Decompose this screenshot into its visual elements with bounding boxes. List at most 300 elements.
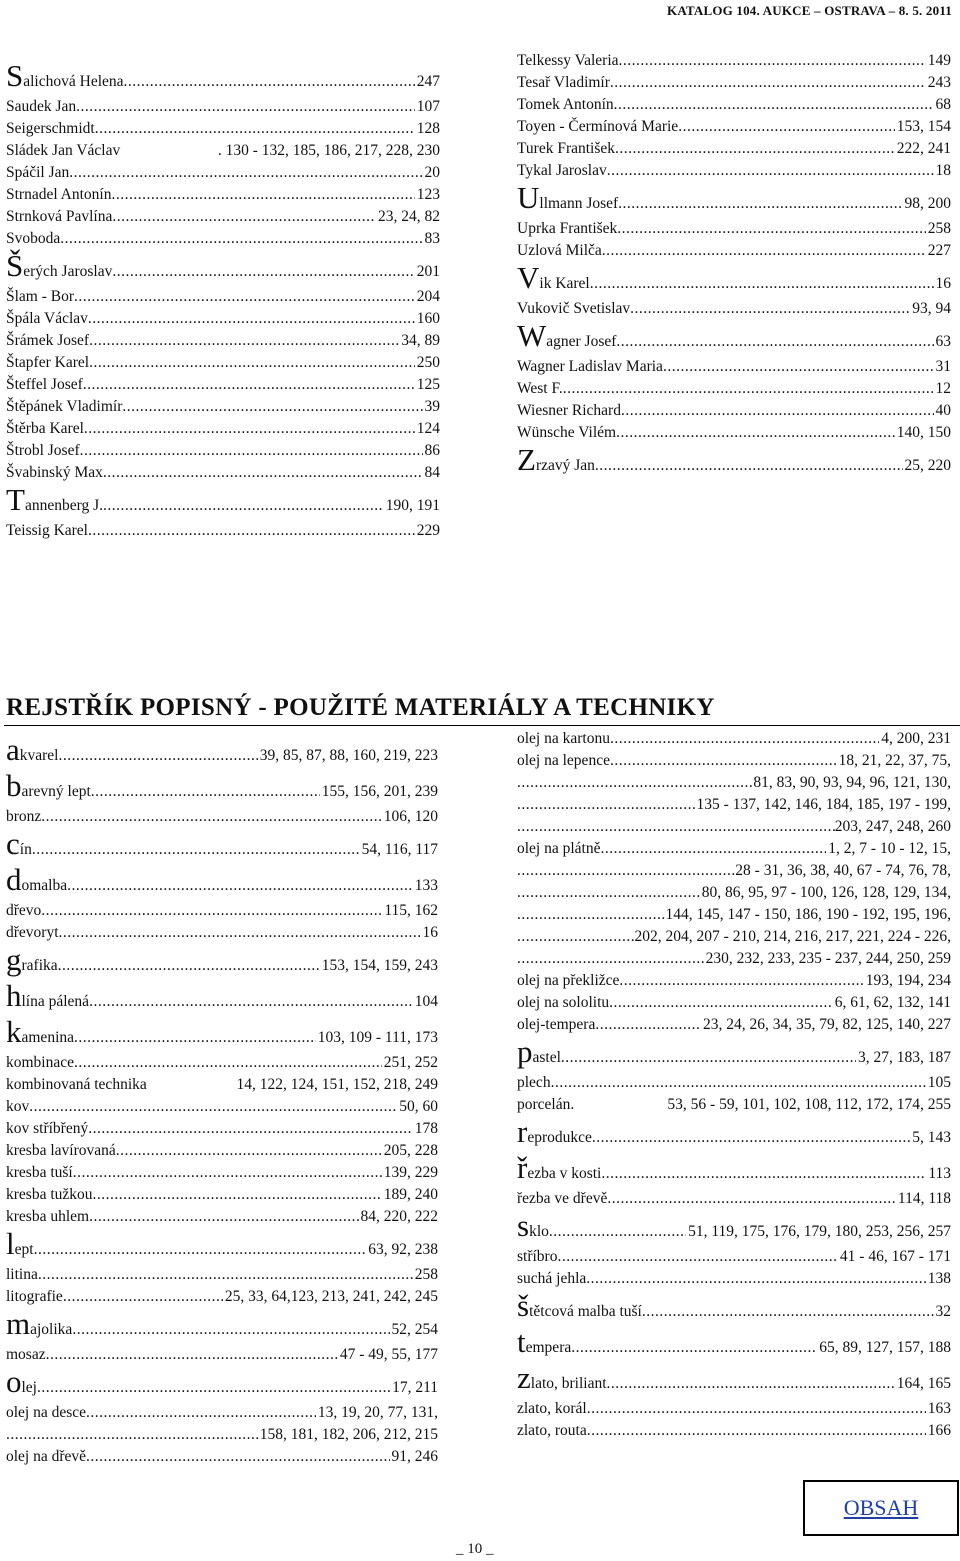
- entry-name: Wagner Ladislav Maria: [517, 358, 663, 375]
- entry-pages: 17, 211: [392, 1379, 438, 1396]
- index-entry: [6, 418, 440, 440]
- leader-dots: [59, 922, 421, 944]
- index-entry: [517, 218, 951, 240]
- entry-name: [517, 1150, 602, 1188]
- entry-name: suchá jehla: [517, 1270, 587, 1287]
- initial-letter: t: [517, 1324, 526, 1359]
- entry-pages: 50, 60: [399, 1098, 438, 1115]
- leader-dots: [551, 1072, 926, 1094]
- entry-pages: 39: [424, 398, 440, 415]
- index-entry: [6, 462, 440, 484]
- index-entry: [517, 72, 951, 94]
- entry-name: Sládek Jan Václav: [6, 142, 121, 159]
- index-entry: [6, 768, 438, 806]
- entry-name: Štěrba Karel: [6, 420, 84, 437]
- entry-pages: 40: [935, 402, 951, 419]
- leader-dots: [614, 94, 934, 116]
- leader-dots: [29, 1096, 397, 1118]
- index-entry: [6, 1140, 438, 1162]
- initial-letter: S: [6, 58, 24, 93]
- entry-pages: 140, 150: [896, 424, 951, 441]
- entry-pages: 80, 86, 95, 97 - 100, 126, 128, 129, 134,: [701, 884, 951, 901]
- leader-dots: [84, 418, 415, 440]
- index-entry: [517, 1014, 951, 1036]
- leader-dots: [72, 1316, 389, 1344]
- entry-name: Špála Václav: [6, 310, 88, 327]
- initial-letter: r: [517, 1114, 528, 1149]
- leader-dots: [58, 952, 320, 980]
- index-entry: [517, 1208, 951, 1246]
- entry-pages: 205, 228: [383, 1142, 438, 1159]
- entry-pages: 125: [416, 376, 440, 393]
- index-entry: [517, 1188, 951, 1210]
- entry-pages: 63, 92, 238: [368, 1241, 438, 1258]
- entry-pages: 68: [935, 96, 951, 113]
- entry-name: [6, 862, 68, 900]
- entry-pages: 16: [422, 924, 438, 941]
- entry-pages: 193, 194, 234: [865, 972, 951, 989]
- index-entry: [517, 240, 951, 262]
- leader-dots: [630, 298, 910, 320]
- entry-name: Uprka František: [517, 220, 618, 237]
- entry-name: olej na lepence: [517, 752, 610, 769]
- leader-dots: [610, 72, 926, 94]
- entry-pages: 28 - 31, 36, 38, 40, 67 - 74, 76, 78,: [735, 862, 951, 879]
- entry-pages: 139, 229: [383, 1164, 438, 1181]
- index-entry: [517, 1114, 951, 1152]
- entry-pages: 138: [927, 1270, 951, 1287]
- leader-dots: [116, 1140, 382, 1162]
- leader-dots: [38, 1264, 413, 1286]
- index-entry: [6, 1344, 438, 1366]
- entry-pages: 25, 220: [904, 457, 951, 474]
- entry-pages: 106, 120: [383, 808, 438, 825]
- entry-name: řezba ve dřevě: [517, 1190, 608, 1207]
- entry-name-rest: rafika: [21, 957, 58, 974]
- index-entry: [517, 1288, 951, 1326]
- initial-letter: U: [517, 180, 540, 215]
- leader-dots: [615, 138, 895, 160]
- entry-name: [6, 768, 91, 806]
- leader-dots: [41, 900, 382, 922]
- entry-name: [6, 732, 59, 770]
- entry-name-rest: klo: [529, 1223, 549, 1240]
- entry-name: Saudek Jan: [6, 98, 77, 115]
- index-entry: [6, 942, 438, 980]
- leader-dots: [678, 116, 895, 138]
- entry-name: olej na dřevě: [6, 1448, 87, 1465]
- entry-name: [6, 1306, 73, 1344]
- leader-dots: [517, 772, 753, 794]
- leader-dots: [517, 882, 702, 904]
- entry-pages: 158, 181, 182, 206, 212, 215: [259, 1426, 438, 1443]
- entry-name: Telkessy Valeria: [517, 52, 619, 69]
- entry-name: [517, 260, 590, 298]
- entry-pages: 230, 232, 233, 235 - 237, 244, 250, 259: [705, 950, 951, 967]
- index-entry: [6, 1118, 438, 1140]
- index-entry: [6, 1014, 438, 1052]
- leader-dots: [601, 838, 827, 860]
- entry-name: bronz: [6, 808, 42, 825]
- entry-pages: 39, 85, 87, 88, 160, 219, 223: [259, 747, 438, 764]
- entry-pages: 3, 27, 183, 187: [858, 1049, 951, 1066]
- entry-name-rest: ezba v kosti: [527, 1165, 602, 1182]
- initial-letter: g: [6, 942, 22, 977]
- page-number: _ 10 _: [456, 1541, 494, 1557]
- entry-name: mosaz: [6, 1346, 46, 1363]
- entry-pages: 34, 89: [401, 332, 440, 349]
- entry-name: kov: [6, 1098, 30, 1115]
- leader-dots: [74, 1024, 316, 1052]
- entry-pages: 190, 191: [385, 497, 440, 514]
- index-entry: [6, 732, 438, 770]
- leader-dots: [60, 228, 422, 250]
- entry-pages: 5, 143: [912, 1129, 951, 1146]
- leader-dots: [89, 988, 413, 1016]
- entry-name: olej na desce: [6, 1404, 87, 1421]
- entry-name: dřevo: [6, 902, 42, 919]
- entry-name-rest: lína pálená: [21, 993, 90, 1010]
- entry-name: Tomek Antonín: [517, 96, 614, 113]
- entry-name: [517, 1288, 642, 1326]
- entry-pages: 227: [927, 242, 951, 259]
- entry-name-rest: eprodukce: [527, 1129, 592, 1146]
- entry-pages: 23, 24, 26, 34, 35, 79, 82, 125, 140, 227: [703, 1016, 951, 1033]
- index-entry: [517, 298, 951, 320]
- leader-dots: [122, 396, 422, 418]
- index-entry: [517, 728, 951, 750]
- initial-letter: d: [6, 862, 22, 897]
- index-entry: [6, 1264, 438, 1286]
- entry-name: [6, 826, 32, 864]
- index-entry: [6, 374, 440, 396]
- entry-pages: 160: [416, 310, 440, 327]
- index-entry: [6, 1424, 438, 1446]
- index-entry: [517, 970, 951, 992]
- index-entry: [517, 772, 951, 794]
- leader-dots: [587, 1398, 926, 1420]
- entry-name-rest: annenberg J.: [24, 497, 103, 514]
- index-entry: [517, 926, 951, 948]
- entry-pages: 16: [935, 275, 951, 292]
- entry-name: Wünsche Vilém: [517, 424, 617, 441]
- index-entry: [6, 862, 438, 900]
- initial-letter: s: [517, 1208, 530, 1243]
- index-entry: [6, 396, 440, 418]
- entry-pages: 123: [416, 186, 440, 203]
- index-entry: [6, 1446, 438, 1468]
- index-entry: [517, 1072, 951, 1094]
- entry-name: kresba tuší: [6, 1164, 73, 1181]
- entry-pages: 247: [416, 73, 440, 90]
- entry-pages: 135 - 137, 142, 146, 184, 185, 197 - 199,: [696, 796, 951, 813]
- index-entry: [517, 378, 951, 400]
- entry-pages: 250: [416, 354, 440, 371]
- leader-dots: [83, 374, 415, 396]
- entry-name: Štapfer Karel: [6, 354, 90, 371]
- index-entry: [6, 1206, 438, 1228]
- entry-name-rest: ept: [14, 1241, 34, 1258]
- initial-letter: a: [6, 732, 20, 767]
- entry-name: [517, 1034, 561, 1072]
- entry-pages: 128: [416, 120, 440, 137]
- initial-letter: h: [6, 978, 22, 1013]
- index-entry: [6, 1184, 438, 1206]
- entry-pages: 63: [935, 333, 951, 350]
- entry-pages: 113: [928, 1165, 951, 1182]
- leader-dots: [88, 520, 415, 542]
- entry-name-rest: ik Karel: [539, 275, 590, 292]
- leader-dots: [595, 1014, 701, 1036]
- leader-dots: [561, 1044, 856, 1072]
- entry-pages: 51, 119, 175, 176, 179, 180, 253, 256, 257: [688, 1223, 951, 1240]
- entry-name: Strnadel Antonín: [6, 186, 112, 203]
- index-entry: [6, 58, 440, 96]
- entry-name-rest: llmann Josef: [539, 195, 619, 212]
- entry-pages: 32: [935, 1303, 951, 1320]
- entry-name: Šrámek Josef: [6, 332, 90, 349]
- entry-name: [517, 1360, 607, 1398]
- leader-dots: [607, 160, 934, 182]
- index-entry: [6, 520, 440, 542]
- entry-name-rest: omalba: [21, 877, 68, 894]
- leader-dots: [557, 1246, 837, 1268]
- entry-name: Štrobl Josef: [6, 442, 80, 459]
- leader-dots: [41, 806, 381, 828]
- entry-pages: 103, 109 - 111, 173: [317, 1029, 438, 1046]
- entry-name: [517, 1114, 592, 1152]
- entry-name: Vukovič Svetislav: [517, 300, 631, 317]
- entry-pages: 149: [927, 52, 951, 69]
- leader-dots: [6, 1424, 260, 1446]
- page-header: KATALOG 104. AUKCE – OSTRAVA – 8. 5. 2011: [667, 3, 952, 18]
- leader-dots: [517, 794, 697, 816]
- entry-pages: 153, 154: [896, 118, 951, 135]
- leader-dots: [610, 750, 837, 772]
- index-entry: [6, 248, 440, 286]
- entry-name: plech: [517, 1074, 551, 1091]
- index-entry: [517, 794, 951, 816]
- entry-name: [517, 1324, 572, 1362]
- entry-pages: 222, 241: [896, 140, 951, 157]
- initial-letter: c: [6, 826, 20, 861]
- index-entry: [6, 1402, 438, 1424]
- entry-name-rest: tětcová malba tuší: [529, 1303, 642, 1320]
- index-entry: [517, 422, 951, 444]
- obsah-link-box[interactable]: [803, 1480, 959, 1536]
- entry-name: Wiesner Richard: [517, 402, 621, 419]
- entry-pages: 153, 154, 159, 243: [321, 957, 438, 974]
- leader-dots: [63, 1286, 223, 1308]
- entry-pages: 13, 19, 20, 77, 131,: [317, 1404, 438, 1421]
- index-entry: [517, 160, 951, 182]
- entry-pages: 6, 61, 62, 132, 141: [834, 994, 951, 1011]
- leader-dots: [616, 422, 895, 444]
- leader-dots: [46, 1344, 338, 1366]
- leader-dots: [124, 68, 415, 96]
- index-entry: [517, 904, 951, 926]
- leader-dots: [89, 330, 399, 352]
- entry-name: kov stříbřený: [6, 1120, 89, 1137]
- entry-name-rest: lej: [21, 1379, 37, 1396]
- index-entry: [6, 330, 440, 352]
- entry-name: Tykal Jaroslav: [517, 162, 607, 179]
- entry-name: [517, 1208, 549, 1246]
- index-entry: [6, 228, 440, 250]
- leader-dots: [103, 462, 423, 484]
- leader-dots: [517, 926, 635, 948]
- entry-name-rest: lato, briliant: [530, 1375, 607, 1392]
- entry-pages: 107: [416, 98, 440, 115]
- index-entry: [517, 948, 951, 970]
- entry-pages: 243: [927, 74, 951, 91]
- leader-dots: [590, 270, 934, 298]
- entry-name: kresba lavírovaná: [6, 1142, 116, 1159]
- index-entry: [517, 260, 951, 298]
- index-entry: [517, 1246, 951, 1268]
- entry-name: dřevoryt: [6, 924, 59, 941]
- leader-dots: [32, 836, 360, 864]
- entry-name: litina: [6, 1266, 38, 1283]
- index-entry: [517, 992, 951, 1014]
- entry-pages: 166: [927, 1422, 951, 1439]
- entry-name: Švabinský Max: [6, 464, 103, 481]
- leader-dots: [74, 286, 415, 308]
- index-entry: [517, 1034, 951, 1072]
- index-entry: [6, 1226, 438, 1264]
- leader-dots: [73, 1162, 382, 1184]
- entry-name: Seigerschmidt: [6, 120, 95, 137]
- leader-dots: [112, 206, 376, 228]
- entry-name: [6, 978, 90, 1016]
- leader-dots: [595, 452, 903, 480]
- entry-pages: 31: [935, 358, 951, 375]
- entry-name-rest: kvarel: [19, 747, 59, 764]
- entry-name: olej na plátně: [517, 840, 601, 857]
- entry-pages: 163: [927, 1400, 951, 1417]
- obsah-link[interactable]: OBSAH: [843, 1495, 919, 1520]
- entry-name-rest: erých Jaroslav: [23, 263, 113, 280]
- index-entry: [6, 352, 440, 374]
- leader-dots: [86, 1446, 389, 1468]
- entry-name: Spáčil Jan: [6, 164, 70, 181]
- index-entry: [517, 180, 951, 218]
- leader-dots: [563, 378, 934, 400]
- entry-name-rest: alichová Helena: [23, 73, 124, 90]
- entry-name-rest: agner Josef: [546, 333, 617, 350]
- leader-dots: [642, 1298, 934, 1326]
- leader-dots: [610, 728, 879, 750]
- leader-dots: [95, 118, 415, 140]
- index-entry: [517, 94, 951, 116]
- index-entry: [517, 750, 951, 772]
- index-entry: [517, 1420, 951, 1442]
- entry-name-rest: ajolika: [30, 1321, 73, 1338]
- index-entry: [517, 838, 951, 860]
- index-entry: [517, 1398, 951, 1420]
- entry-name: [517, 318, 617, 356]
- leader-dots: [91, 778, 320, 806]
- index-entry: [517, 400, 951, 422]
- index-entry: [517, 116, 951, 138]
- initial-letter: b: [6, 768, 22, 803]
- entry-pages: 54, 116, 117: [361, 841, 438, 858]
- leader-dots: [86, 1402, 316, 1424]
- leader-dots: [592, 1124, 910, 1152]
- entry-name-rest: amenina: [21, 1029, 75, 1046]
- entry-pages: 65, 89, 127, 157, 188: [819, 1339, 951, 1356]
- index-entry: [517, 1268, 951, 1290]
- entry-pages: 52, 254: [391, 1321, 438, 1338]
- entry-pages: 178: [414, 1120, 438, 1137]
- index-entry: [6, 1364, 438, 1402]
- entry-name: Šteffel Josef: [6, 376, 83, 393]
- entry-name: olej-tempera: [517, 1016, 596, 1033]
- entry-pages: 202, 204, 207 - 210, 214, 216, 217, 221, 224 - 226,: [634, 928, 951, 945]
- leader-dots: [619, 50, 926, 72]
- entry-name: Turek František: [517, 140, 616, 157]
- leader-dots: [571, 1334, 817, 1362]
- index-entry: [6, 482, 440, 520]
- entry-name-rest: arevný lept: [21, 783, 91, 800]
- leader-dots: [617, 218, 925, 240]
- index-entry: [6, 1306, 438, 1344]
- index-entry: [6, 978, 438, 1016]
- entry-pages: 47 - 49, 55, 177: [339, 1346, 438, 1363]
- index-entry: [6, 1074, 438, 1096]
- entry-pages: 91, 246: [391, 1448, 438, 1465]
- entry-pages: 204: [416, 288, 440, 305]
- entry-name: kresba tužkou: [6, 1186, 93, 1203]
- index-entry: [6, 900, 438, 922]
- entry-name: West F.: [517, 380, 563, 397]
- leader-dots: [619, 970, 863, 992]
- index-entry: [6, 308, 440, 330]
- leader-dots: [586, 1268, 925, 1290]
- index-entry: [6, 184, 440, 206]
- leader-dots: [89, 1206, 358, 1228]
- index-entry: [517, 816, 951, 838]
- artist-index-right-column: [517, 50, 951, 480]
- entry-name: Toyen - Čermínová Marie: [517, 118, 679, 135]
- entry-pages: 4, 200, 231: [881, 730, 951, 747]
- entry-pages: 18, 21, 22, 37, 75,: [838, 752, 951, 769]
- entry-pages: 1, 2, 7 - 10 - 12, 15,: [828, 840, 951, 857]
- leader-dots: [587, 1420, 926, 1442]
- entry-pages: 98, 200: [904, 195, 951, 212]
- leader-dots: [80, 440, 423, 462]
- entry-pages: 84, 220, 222: [360, 1208, 438, 1225]
- entry-name: kombinace: [6, 1054, 75, 1071]
- index-entry: [6, 1052, 438, 1074]
- index-entry: [6, 118, 440, 140]
- index-entry: [6, 140, 440, 162]
- technique-index-left-column: [6, 734, 438, 1468]
- entry-name: [6, 248, 113, 286]
- index-entry: [517, 356, 951, 378]
- leader-dots: [607, 1370, 895, 1398]
- entry-pages: 144, 145, 147 - 150, 186, 190 - 192, 195, 196,: [665, 906, 951, 923]
- entry-name: zlato, routa: [517, 1422, 587, 1439]
- entry-name: Šlam - Bor: [6, 288, 75, 305]
- index-entry: [6, 96, 440, 118]
- entry-name: litografie: [6, 1288, 63, 1305]
- entry-pages: 81, 83, 90, 93, 94, 96, 121, 130,: [753, 774, 951, 791]
- index-entry: [517, 1360, 951, 1398]
- leader-dots: [618, 190, 902, 218]
- entry-pages: 84: [424, 464, 440, 481]
- entry-name: olej na sololitu: [517, 994, 610, 1011]
